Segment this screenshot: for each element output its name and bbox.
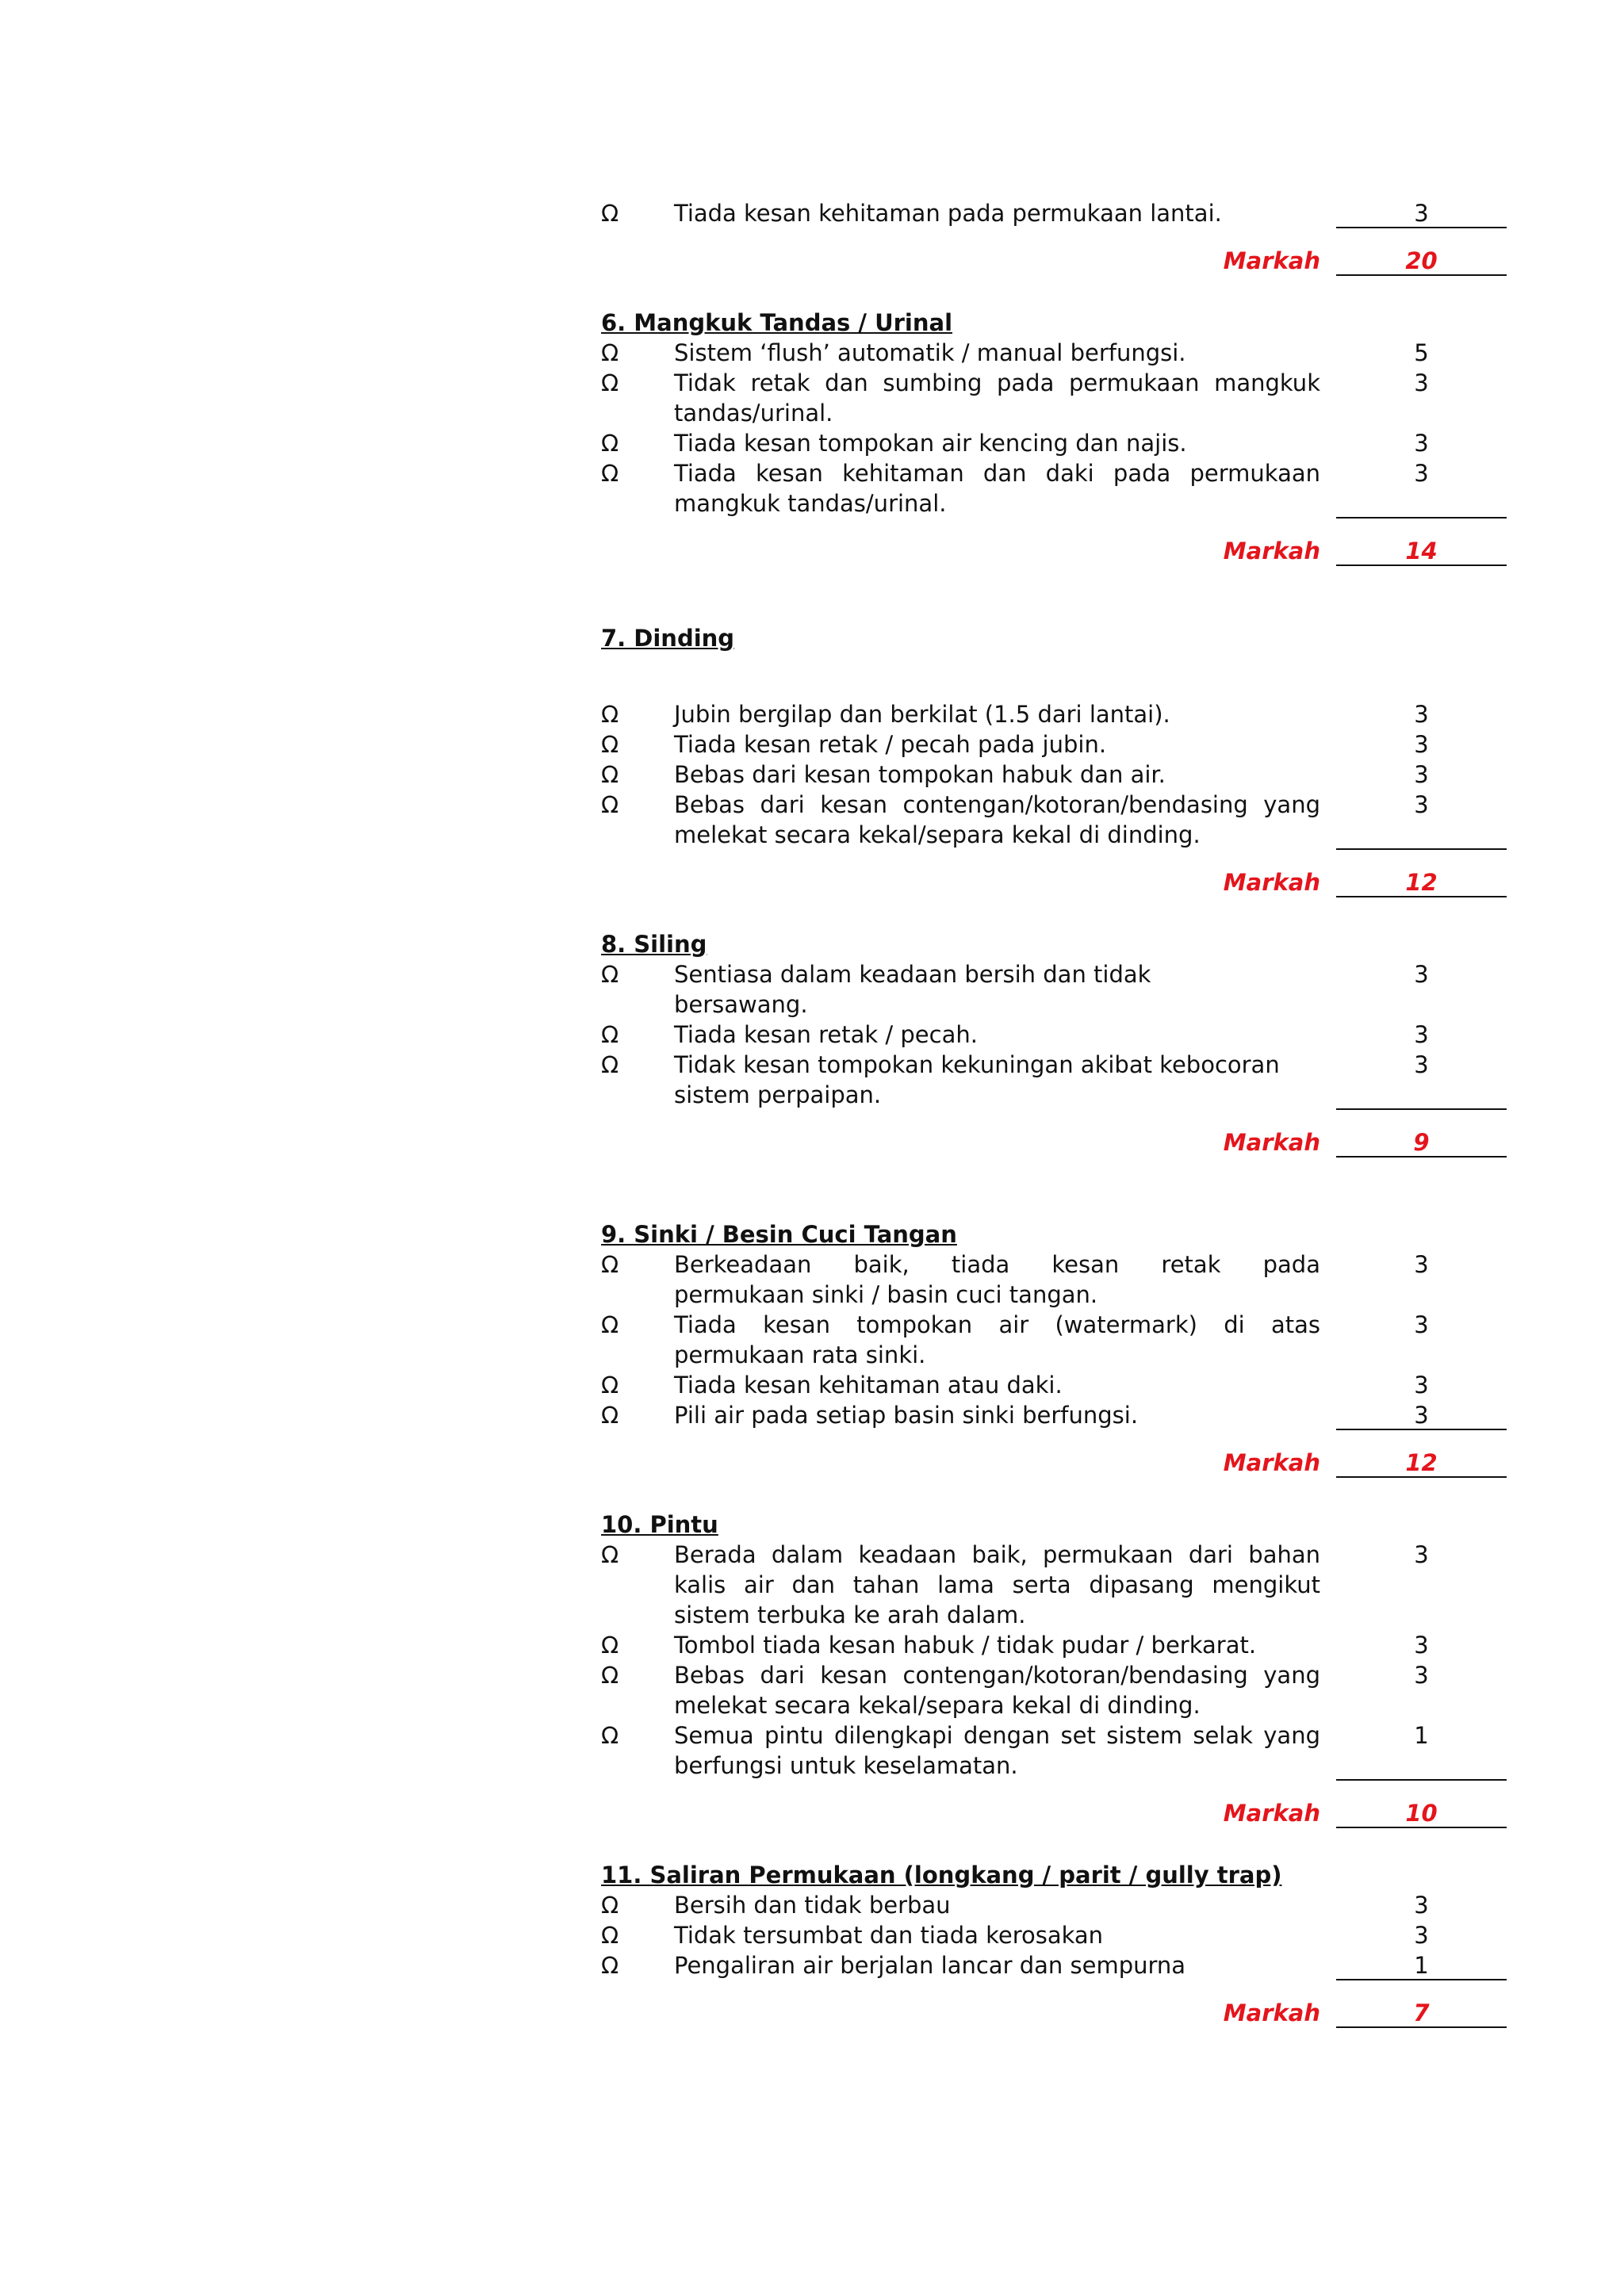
item-score: 3 bbox=[1414, 1632, 1429, 1659]
omega-bullet-icon: Ω bbox=[601, 1922, 619, 1949]
omega-bullet-icon: Ω bbox=[601, 1311, 619, 1338]
omega-bullet-icon: Ω bbox=[601, 731, 619, 758]
omega-bullet-icon: Ω bbox=[601, 430, 619, 457]
total-label: Markah bbox=[1223, 538, 1320, 564]
score-underline bbox=[1336, 1429, 1507, 1430]
omega-bullet-icon: Ω bbox=[601, 369, 619, 396]
item-text: Jubin bergilap dan berkilat (1.5 dari lantai). bbox=[674, 701, 1170, 728]
total-label: Markah bbox=[1223, 1449, 1320, 1476]
omega-bullet-icon: Ω bbox=[601, 1632, 619, 1659]
item-text: Sistem ‘flush’ automatik / manual berfungsi. bbox=[674, 339, 1186, 366]
omega-bullet-icon: Ω bbox=[601, 961, 619, 988]
item-text: Berkeadaan baik, tiada kesan retak pada permukaan sinki / basin cuci tangan. bbox=[674, 1251, 1320, 1308]
total-label: Markah bbox=[1223, 869, 1320, 896]
item-score: 3 bbox=[1414, 430, 1429, 457]
document-page: Ω Tiada kesan kehitaman pada permukaan lantai. 3 Markah 20 6. Mangkuk Tandas / Urinal Ω Sistem ‘flush’ automatik / manual berfungsi. 5 Ω Tidak retak dan sumbing pada permukaan mangkuk tandas/urinal. 3 Ω Tiada kesan tompokan air kencing dan najis. 3 Ω Tiada kesan kehitaman dan daki pada permukaan mangkuk tandas/urinal. 3 Markah 14 7. Dinding Ω Jubin bergilap dan berkilat (1.5 dari lantai). 3 Ω Tiada kesan retak / pecah pada jubin. 3 Ω Bebas dari kesan tompokan habuk dan air. 3 Ω Bebas dari kesan contengan/kotoran/bendasing yang melekat secara kekal/separa kekal di dinding. 3 Markah 12 8. Siling Ω Sentiasa dalam keadaan bersih dan tidak bersawang. 3 Ω Tiada kesan retak / pecah. 3 Ω Tidak kesan tompokan kekuningan akibat kebocoran sistem perpaipan. 3 Markah 9 9. Sinki / Besin Cuci Tangan Ω Berkeadaan baik, tiada kesan retak pada permukaan sinki / basin cuci tangan. 3 Ω Tiada kesan tompokan air (watermark) di atas permukaan rata sinki. 3 Ω Tiada kesan kehitaman atau daki. 3 Ω Pili air pada setiap basin sinki berfungsi. 3 Markah 12 10. Pintu Ω Berada dalam keadaan baik, permukaan dari bahan kalis air dan tahan lama serta dipasang mengikut sistem terbuka ke arah dalam. 3 Ω Tombol tiada kesan habuk / tidak pudar / berkarat. 3 Ω Bebas dari kesan contengan/kotoran/bendasing yang melekat secara kekal/separa kekal di dinding. 3 Ω Semua pintu dilengkapi dengan set sistem selak yang berfungsi untuk keselamatan. 1 Markah 10 11. Saliran Permukaan (longkang / parit / gully trap) Ω Bersih dan tidak berbau 3 Ω Tidak tersumbat dan tiada kerosakan 3 Ω Pengaliran air berjalan lancar dan sempurna 1 Markah 7 bbox=[0, 0, 1624, 2296]
item-text: Pengaliran air berjalan lancar dan sempurna bbox=[674, 1952, 1186, 1979]
total-value: 7 bbox=[1413, 1999, 1430, 2026]
omega-bullet-icon: Ω bbox=[601, 1372, 619, 1399]
item-score: 3 bbox=[1414, 1311, 1429, 1338]
item-score: 3 bbox=[1414, 460, 1429, 487]
total-value: 12 bbox=[1405, 869, 1438, 896]
item-score: 3 bbox=[1414, 1251, 1429, 1278]
item-score: 3 bbox=[1414, 961, 1429, 988]
omega-bullet-icon: Ω bbox=[601, 1541, 619, 1568]
item-score: 3 bbox=[1414, 1021, 1429, 1048]
item-score: 3 bbox=[1414, 791, 1429, 818]
item-text: Bebas dari kesan contengan/kotoran/bendasing yang melekat secara kekal/separa kekal di dinding. bbox=[674, 1662, 1320, 1719]
omega-bullet-icon: Ω bbox=[601, 1892, 619, 1919]
total-underline bbox=[1336, 2026, 1507, 2028]
total-value: 10 bbox=[1405, 1800, 1438, 1827]
item-score: 3 bbox=[1414, 1051, 1429, 1078]
total-underline bbox=[1336, 1476, 1507, 1478]
total-underline bbox=[1336, 1156, 1507, 1158]
item-text: Tiada kesan retak / pecah pada jubin. bbox=[674, 731, 1107, 758]
item-score: 3 bbox=[1414, 1922, 1429, 1949]
omega-bullet-icon: Ω bbox=[601, 460, 619, 487]
score-underline bbox=[1336, 1979, 1507, 1980]
item-text: Semua pintu dilengkapi dengan set sistem selak yang berfungsi untuk keselamatan. bbox=[674, 1722, 1320, 1779]
omega-bullet-icon: Ω bbox=[601, 1051, 619, 1078]
total-underline bbox=[1336, 1827, 1507, 1828]
total-label: Markah bbox=[1223, 1129, 1320, 1156]
item-score: 3 bbox=[1414, 1541, 1429, 1568]
omega-bullet-icon: Ω bbox=[601, 701, 619, 728]
item-score: 3 bbox=[1414, 1402, 1429, 1429]
item-text: Tiada kesan kehitaman atau daki. bbox=[674, 1372, 1063, 1399]
item-text: Bersih dan tidak berbau bbox=[674, 1892, 951, 1919]
item-score: 1 bbox=[1414, 1952, 1429, 1979]
omega-bullet-icon: Ω bbox=[601, 1402, 619, 1429]
item-score: 3 bbox=[1414, 1662, 1429, 1689]
score-underline bbox=[1336, 1779, 1507, 1781]
item-score: 1 bbox=[1414, 1722, 1429, 1749]
total-value: 14 bbox=[1405, 538, 1438, 564]
omega-bullet-icon: Ω bbox=[601, 1021, 619, 1048]
total-value: 20 bbox=[1405, 247, 1438, 274]
total-underline bbox=[1336, 274, 1507, 276]
item-text: Pili air pada setiap basin sinki berfungsi. bbox=[674, 1402, 1139, 1429]
score-underline bbox=[1336, 1108, 1507, 1110]
score-underline bbox=[1336, 848, 1507, 850]
item-text: Tiada kesan kehitaman dan daki pada permukaan mangkuk tandas/urinal. bbox=[674, 460, 1320, 517]
total-value: 9 bbox=[1413, 1129, 1430, 1156]
item-score: 3 bbox=[1414, 1892, 1429, 1919]
total-label: Markah bbox=[1223, 1800, 1320, 1827]
item-text: Tiada kesan tompokan air kencing dan najis. bbox=[674, 430, 1187, 457]
omega-bullet-icon: Ω bbox=[601, 1662, 619, 1689]
omega-bullet-icon: Ω bbox=[601, 339, 619, 366]
item-text: Tiada kesan retak / pecah. bbox=[674, 1021, 978, 1048]
total-value: 12 bbox=[1405, 1449, 1438, 1476]
total-underline bbox=[1336, 564, 1507, 566]
total-label: Markah bbox=[1223, 1999, 1320, 2026]
item-text: Bebas dari kesan contengan/kotoran/bendasing yang melekat secara kekal/separa kekal di dinding. bbox=[674, 791, 1320, 848]
total-label: Markah bbox=[1223, 247, 1320, 274]
item-text: Sentiasa dalam keadaan bersih dan tidak bersawang. bbox=[674, 961, 1151, 1018]
item-score: 3 bbox=[1414, 701, 1429, 728]
item-text: Tiada kesan tompokan air (watermark) di atas permukaan rata sinki. bbox=[674, 1311, 1320, 1368]
total-underline bbox=[1336, 896, 1507, 897]
item-text: Bebas dari kesan tompokan habuk dan air. bbox=[674, 761, 1166, 788]
omega-bullet-icon: Ω bbox=[601, 761, 619, 788]
item-score: 3 bbox=[1414, 731, 1429, 758]
score-underline bbox=[1336, 517, 1507, 519]
score-underline bbox=[1336, 227, 1507, 228]
item-score: 3 bbox=[1414, 1372, 1429, 1399]
item-score: 5 bbox=[1414, 339, 1429, 366]
item-text: Tidak retak dan sumbing pada permukaan mangkuk tandas/urinal. bbox=[674, 369, 1320, 427]
item-text: Tiada kesan kehitaman pada permukaan lantai. bbox=[674, 200, 1222, 227]
omega-bullet-icon: Ω bbox=[601, 1952, 619, 1979]
item-text: Tombol tiada kesan habuk / tidak pudar / berkarat. bbox=[674, 1632, 1257, 1659]
omega-bullet-icon: Ω bbox=[601, 791, 619, 818]
omega-bullet-icon: Ω bbox=[601, 1722, 619, 1749]
item-score: 3 bbox=[1414, 369, 1429, 396]
item-score: 3 bbox=[1414, 761, 1429, 788]
omega-bullet-icon: Ω bbox=[601, 200, 619, 227]
item-text: Berada dalam keadaan baik, permukaan dari bahan kalis air dan tahan lama serta dipasang mengikut sistem terbuka ke arah dalam. bbox=[674, 1541, 1320, 1628]
item-text: Tidak tersumbat dan tiada kerosakan bbox=[674, 1922, 1104, 1949]
item-text: Tidak kesan tompokan kekuningan akibat kebocoran sistem perpaipan. bbox=[674, 1051, 1280, 1108]
item-score: 3 bbox=[1414, 200, 1429, 227]
omega-bullet-icon: Ω bbox=[601, 1251, 619, 1278]
